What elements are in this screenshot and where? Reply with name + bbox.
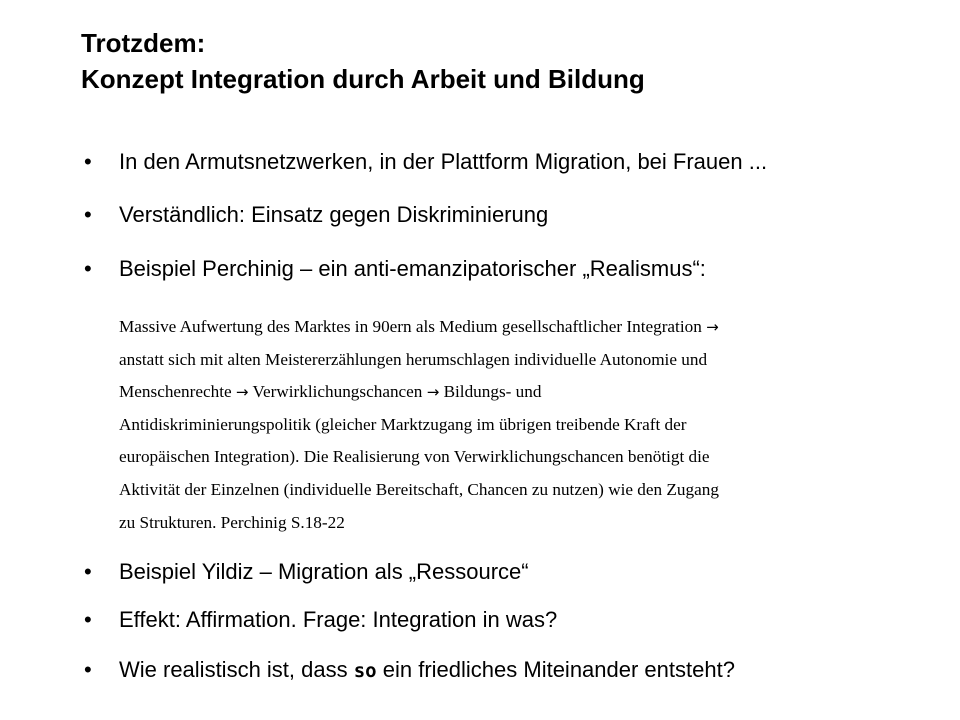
bullet-item-perchinig [84,255,706,283]
title-line-1: Trotzdem: [81,28,206,58]
bullet-dot-icon: • [84,559,92,584]
quote-line-3 [119,376,939,409]
bullet-text: Beispiel Yildiz – Migration als „Ressource“ [119,559,529,584]
quote-text: Verwirklichungschancen [248,382,427,402]
quote-line-1 [119,311,939,344]
bullet-text: Beispiel Perchinig – ein anti-emanzipatorischer „Realismus“: [119,256,706,281]
bullet-dot-icon: • [84,149,92,174]
bullet-dot-icon: • [84,607,92,632]
bullet-item-yildiz [84,558,529,586]
bullet-text [119,657,735,682]
emphasis-so: so [353,660,377,682]
bullet-item-effekt [84,606,557,634]
perchinig-quote [119,311,939,539]
quote-text: Bildungs- und [439,382,542,402]
quote-line-6: Aktivität der Einzelnen (individuelle Bereitschaft, Chancen zu nutzen) wie den Zugang [119,479,719,499]
arrow-right-icon: → [706,318,719,336]
bullet-text-pre: Wie realistisch ist, dass [119,657,354,682]
quote-text: Massive Aufwertung des Marktes in 90ern als Medium gesellschaftlicher Integration [119,317,707,336]
bullet-text: Verständlich: Einsatz gegen Diskriminierung [119,202,549,227]
quote-line-2: anstatt sich mit alten Meistererzählungen herumschlagen individuelle Autonomie und [119,349,708,369]
bullet-text: In den Armutsnetzwerken, in der Plattform Migration, bei Frauen ... [119,149,768,174]
bullet-item-armutsnetzwerke [84,148,767,176]
slide-title [81,25,645,97]
bullet-dot-icon: • [84,202,92,227]
quote-text: Menschenrechte [119,382,236,402]
bullet-item-miteinander [84,656,735,685]
quote-line-4: Antidiskriminierungspolitik (gleicher Marktzugang im übrigen treibende Kraft der [119,414,687,434]
title-line-2: Konzept Integration durch Arbeit und Bildung [81,64,645,94]
bullet-text: Effekt: Affirmation. Frage: Integration in was? [119,607,558,632]
arrow-right-icon: → [426,383,440,402]
bullet-dot-icon: • [84,657,92,682]
arrow-right-icon: → [235,383,249,402]
bullet-dot-icon: • [84,256,92,281]
quote-line-5: europäischen Integration). Die Realisierung von Verwirklichungschancen benötigt die [119,447,710,467]
bullet-text-post: ein friedliches Miteinander entsteht? [376,657,735,682]
quote-line-7: zu Strukturen. Perchinig S.18-22 [119,512,345,532]
bullet-item-diskriminierung [84,201,548,229]
